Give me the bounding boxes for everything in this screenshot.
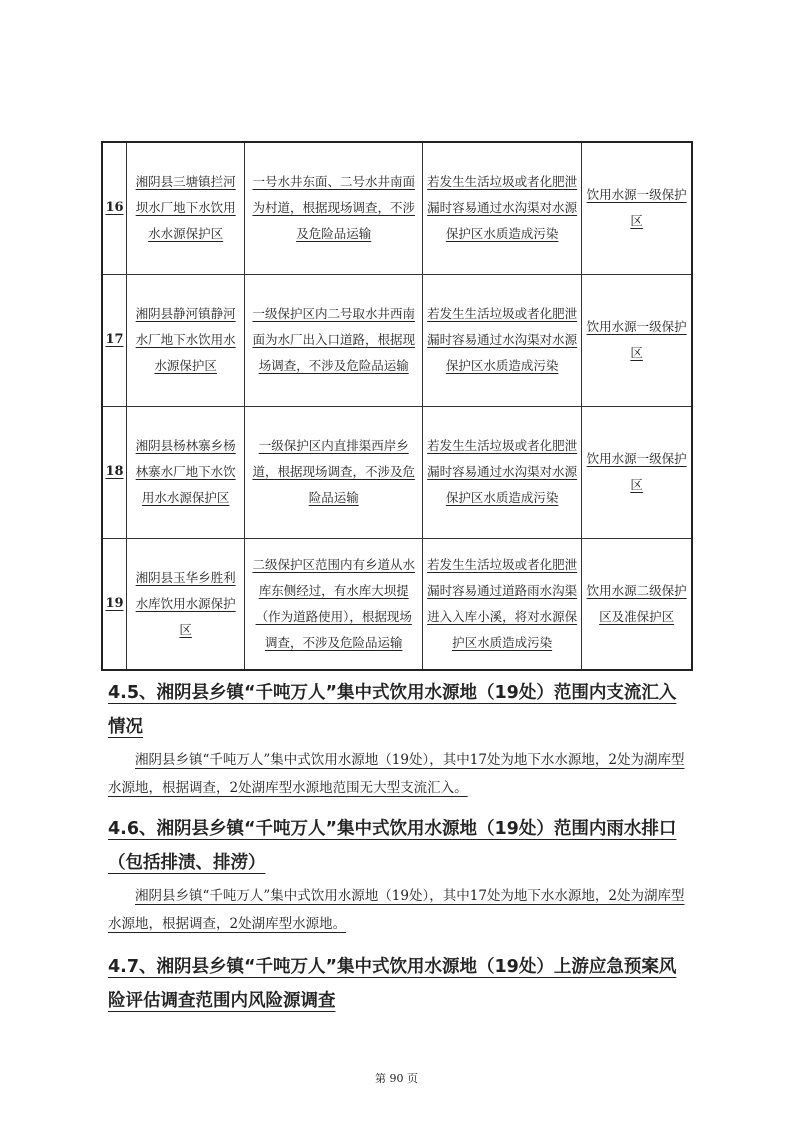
table-row [102, 538, 692, 670]
section-4-7-heading: 4.7、湘阴县乡镇“千吨万人”集中式饮用水源地（19处）上游应急预案风险评估调查范围内风险源调查 [108, 957, 677, 1011]
section-4-6-paragraph: 湘阴县乡镇“千吨万人”集中式饮用水源地（19处），其中17处为地下水水源地，2处为湖库型水源地，根据调查，2处湖库型水源地。 [108, 888, 685, 932]
zone-cell: 饮用水源一级保护区 [582, 274, 692, 406]
road-cell: 二级保护区范围内有乡道从水库东侧经过，有水库大坝提（作为道路使用），根据现场调查，不涉及危险品运输 [245, 538, 423, 670]
risk-cell: 若发生生活垃圾或者化肥泄漏时容易通过水沟渠对水源保护区水质造成污染 [423, 274, 582, 406]
location-cell: 湘阴县玉华乡胜利水库饮用水源保护区 [126, 538, 244, 670]
risk-source-table [101, 141, 693, 671]
location-cell: 湘阴县静河镇静河水厂地下水饮用水水源保护区 [126, 274, 244, 406]
risk-cell: 若发生生活垃圾或者化肥泄漏时容易通过水沟渠对水源保护区水质造成污染 [423, 406, 582, 538]
zone-cell: 饮用水源一级保护区 [582, 406, 692, 538]
table-row [102, 142, 692, 274]
section-4-5-heading: 4.5、湘阴县乡镇“千吨万人”集中式饮用水源地（19处）范围内支流汇入情况 [108, 683, 677, 737]
road-cell: 一级保护区内直排渠西岸乡道，根据现场调查，不涉及危险品运输 [245, 406, 423, 538]
row-number: 19 [102, 538, 126, 670]
road-cell: 一号水井东面、二号水井南面为村道，根据现场调查，不涉及危险品运输 [245, 142, 423, 274]
road-cell: 一级保护区内二号取水井西南面为水厂出入口道路，根据现场调查，不涉及危险品运输 [245, 274, 423, 406]
row-number: 16 [102, 142, 126, 274]
zone-cell: 饮用水源二级保护区及准保护区 [582, 538, 692, 670]
location-cell: 湘阴县三塘镇拦河坝水厂地下水饮用水水源保护区 [126, 142, 244, 274]
zone-cell: 饮用水源一级保护区 [582, 142, 692, 274]
risk-cell: 若发生生活垃圾或者化肥泄漏时容易通过水沟渠对水源保护区水质造成污染 [423, 142, 582, 274]
row-number: 17 [102, 274, 126, 406]
row-number: 18 [102, 406, 126, 538]
section-4-6-heading: 4.6、湘阴县乡镇“千吨万人”集中式饮用水源地（19处）范围内雨水排口（包括排渍、排涝） [108, 819, 677, 873]
table-row [102, 274, 692, 406]
location-cell: 湘阴县杨林寨乡杨林寨水厂地下水饮用水水源保护区 [126, 406, 244, 538]
section-4-5-paragraph: 湘阴县乡镇“千吨万人”集中式饮用水源地（19处），其中17处为地下水水源地，2处为湖库型水源地，根据调查，2处湖库型水源地范围无大型支流汇入。 [108, 752, 685, 796]
page-number: 第 90 页 [375, 1072, 418, 1085]
risk-cell: 若发生生活垃圾或者化肥泄漏时容易通过道路雨水沟渠进入入库小溪，将对水源保护区水质造成污染 [423, 538, 582, 670]
table-row [102, 406, 692, 538]
